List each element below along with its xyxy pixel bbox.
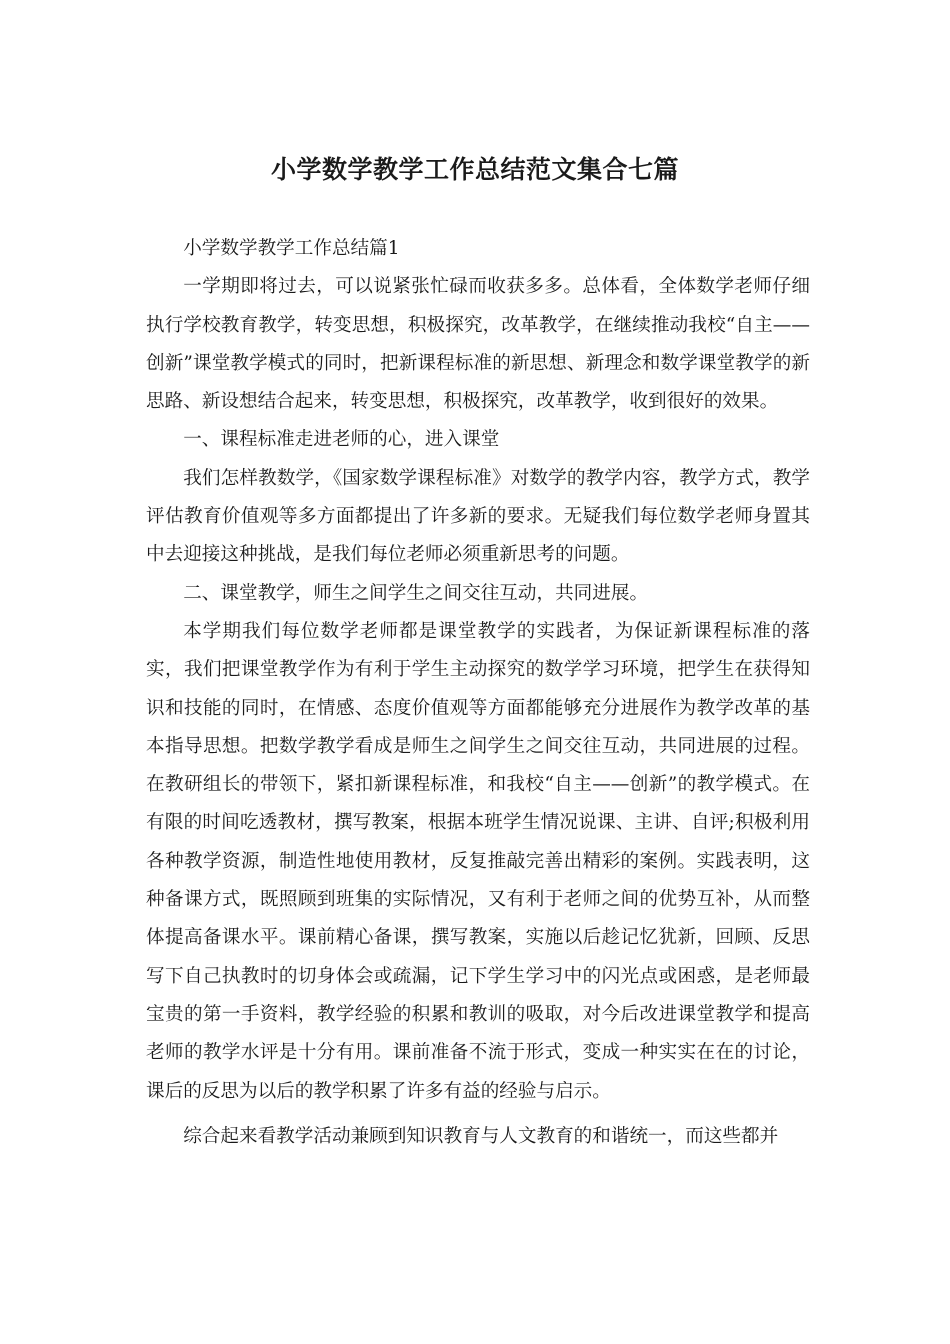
paragraph-classroom: 本学期我们每位数学老师都是课堂教学的实践者，为保证新课程标准的落实，我们把课堂教学作为有利于学生主动探究的数学学习环境，把学生在获得知识和技能的同时，在情感、态度价值观等方面都能够充分进展作为教学改革的基本指导思想。把数学教学看成是师生之间学生之间交往互动，共同进展的过程。在教研组长的带领下，紧扣新课程标准，和我校“自主——创新”的教学模式。在有限的时间吃透教材，撰写教案，根据本班学生情况说课、主讲、自评;积极利用各种教学资源，制造性地使用教材，反复推敲完善出精彩的案例。实践表明，这种备课方式，既照顾到班集的实际情况，又有利于老师之间的优势互补，从而整体提高备课水平。课前精心备课，撰写教案，实施以后趁记忆犹新，回顾、反思写下自己执教时的切身体会或疏漏，记下学生学习中的闪光点或困惑，是老师最宝贵的第一手资料，教学经验的积累和教训的吸取，对今后改进课堂教学和提高老师的教学水评是十分有用。课前准备不流于形式，变成一种实实在在的讨论，课后的反思为以后的教学积累了许多有益的经验与启示。: [146, 620, 810, 1102]
section-heading-2: 一、课程标准走进老师的心，进入课堂: [183, 429, 500, 451]
paragraph-summary: 综合起来看教学活动兼顾到知识教育与人文教育的和谐统一，而这些都并: [183, 1125, 779, 1147]
document-body: [146, 230, 810, 1156]
section-heading-1: 小学数学教学工作总结篇1: [183, 238, 400, 259]
document-title: 小学数学教学工作总结范文集合七篇: [270, 155, 679, 184]
paragraph-curriculum: 我们怎样教数学，《国家数学课程标准》对数学的教学内容，教学方式，教学评估教育价值观等多方面都提出了许多新的要求。无疑我们每位数学老师身置其中去迎接这种挑战，是我们每位老师必须重新思考的问题。: [146, 467, 810, 566]
paragraph-intro: 一学期即将过去，可以说紧张忙碌而收获多多。总体看，全体数学老师仔细执行学校教育教学，转变思想，积极探究，改革教学，在继续推动我校“自主——创新”课堂教学模式的同时，把新课程标准的新思想、新理念和数学课堂教学的新思路、新设想结合起来，转变思想，积极探究，改革教学，收到很好的效果。: [146, 276, 810, 413]
section-heading-3: 二、课堂教学，师生之间学生之间交往互动，共同进展。: [183, 582, 649, 604]
